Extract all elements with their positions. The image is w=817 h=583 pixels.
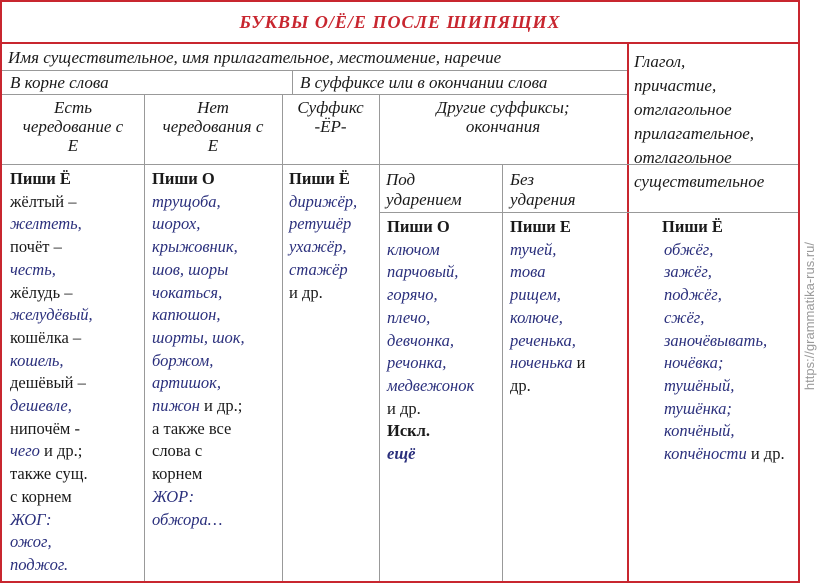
example-line: обжора… (152, 509, 223, 529)
exception-label: Искл. (387, 421, 431, 441)
example-line: поджог. (10, 554, 69, 574)
rule-label: Пиши Ё (662, 217, 723, 236)
example-line: корнем (152, 464, 203, 484)
example-word: пижон (152, 396, 204, 416)
divider-col1 (144, 94, 145, 581)
example-line: това (510, 262, 546, 282)
divider-header-1 (2, 70, 627, 71)
header-suffix-er: Суффикс -ЁР- (297, 98, 364, 136)
example-line (152, 395, 245, 418)
divider-header-2 (2, 94, 627, 95)
title-divider (2, 42, 798, 44)
example-line: заночёвывать, (664, 330, 768, 350)
example-line: дешевле, (10, 396, 72, 416)
example-line: сжёг, (664, 307, 705, 327)
example-line: боржом, (152, 350, 214, 370)
example-line: трущоба, (152, 191, 221, 211)
rule-label: Пиши О (152, 169, 215, 188)
example-line: с корнем (10, 486, 72, 506)
column-unstressed (510, 216, 585, 398)
example-line: чокаться, (152, 282, 223, 302)
example-line: копчёный, (664, 421, 735, 441)
header-alternation-no: Нет чередования с Е (162, 98, 264, 155)
example-line: а также все (152, 418, 232, 438)
example-line: дешёвый – (10, 373, 86, 393)
watermark: https://grammatika-rus.ru/ (802, 242, 817, 391)
example-line: горячо, (387, 285, 438, 305)
column-verb-forms (664, 216, 785, 466)
example-line: крыжовник, (152, 237, 238, 257)
example-line (664, 443, 785, 466)
example-line: кошёлка – (10, 327, 82, 347)
example-word: чего (10, 441, 45, 461)
divider-root-suffix (292, 70, 293, 94)
example-tail: и (576, 353, 586, 373)
example-tail: и др.; (44, 441, 83, 461)
example-line: ключом (387, 239, 440, 259)
example-line: реченька, (510, 330, 576, 350)
example-line: ухажёр, (289, 237, 347, 257)
header-noun-group: Имя существительное, имя прилагательное, местоимение, наречие (8, 48, 502, 67)
example-line: ретушёр (289, 214, 352, 234)
example-line: тучей, (510, 239, 557, 259)
example-line: плечо, (387, 307, 431, 327)
example-line: артишок, (152, 373, 221, 393)
example-line (10, 440, 93, 463)
column-stressed (387, 216, 474, 466)
example-line: жёлтый – (10, 191, 77, 211)
rule-label: Пиши Е (510, 217, 571, 236)
header-other-suffixes: Другие суффиксы; окончания (436, 98, 570, 136)
example-word: копчёности (664, 444, 751, 464)
divider-col3 (379, 94, 380, 581)
example-line: жёлудь – (10, 282, 73, 302)
example-line: ночёвка; (664, 353, 724, 373)
example-line: и др. (289, 282, 323, 302)
example-line: также сущ. (10, 464, 88, 484)
example-line: шорох, (152, 214, 201, 234)
header-alternation-yes: Есть чередование с Е (22, 98, 124, 155)
header-unstressed: Без ударения (510, 170, 576, 209)
example-line: тушёный, (664, 375, 735, 395)
column-suffix-er (289, 168, 357, 304)
example-line: нипочём - (10, 418, 80, 438)
verb-column-divider (627, 42, 629, 581)
example-line: зажёг, (664, 262, 712, 282)
example-line: шов, шоры (152, 259, 229, 279)
rule-label: Пиши Ё (289, 169, 350, 188)
example-line: парчовый, (387, 262, 459, 282)
example-line: колюче, (510, 307, 563, 327)
example-line: кошель, (10, 350, 64, 370)
page-title: БУКВЫ О/Ё/Е ПОСЛЕ ШИПЯЩИХ (239, 12, 561, 32)
example-tail: и др.; (204, 396, 243, 416)
example-line: капюшон, (152, 305, 221, 325)
example-line: девчонка, (387, 330, 455, 350)
example-line: честь, (10, 259, 56, 279)
header-stressed: Под ударением (386, 170, 462, 209)
divider-stress (379, 212, 798, 213)
example-line: ожог, (10, 532, 52, 552)
rule-label: Пиши Ё (10, 169, 71, 188)
example-line (510, 352, 585, 375)
example-line: обжёг, (664, 239, 714, 259)
divider-col2 (282, 94, 283, 581)
example-word: ноченька (510, 353, 577, 373)
example-line: желудёвый, (10, 305, 93, 325)
example-line: шорты, шок, (152, 327, 245, 347)
example-line: дирижёр, (289, 191, 358, 211)
exception-word: ещё (387, 444, 416, 464)
header-root: В корне слова (10, 73, 109, 92)
example-line: тушёнка; (664, 398, 732, 418)
column-root-alternation (10, 168, 93, 577)
example-line: ЖОР: (152, 486, 195, 506)
example-line: желтеть, (10, 214, 82, 234)
example-line: слова с (152, 441, 203, 461)
example-line: др. (510, 375, 531, 395)
rule-label: Пиши О (387, 217, 450, 236)
example-line: медвежонок (387, 375, 475, 395)
example-line: поджёг, (664, 285, 722, 305)
header-verb-group: Глагол, причастие, отглагольное прилагательное, отглагольное существительное (634, 52, 765, 191)
header-suffix-ending: В суффиксе или в окончании слова (300, 73, 548, 92)
example-line: почёт – (10, 237, 62, 257)
example-line: и др. (387, 398, 421, 418)
example-line: речонка, (387, 353, 447, 373)
divider-col4 (502, 164, 503, 581)
example-tail: и др. (750, 444, 785, 464)
column-root-no-alternation (152, 168, 245, 531)
example-line: стажёр (289, 259, 348, 279)
example-line: ЖОГ: (10, 509, 52, 529)
example-line: рищем, (510, 285, 561, 305)
